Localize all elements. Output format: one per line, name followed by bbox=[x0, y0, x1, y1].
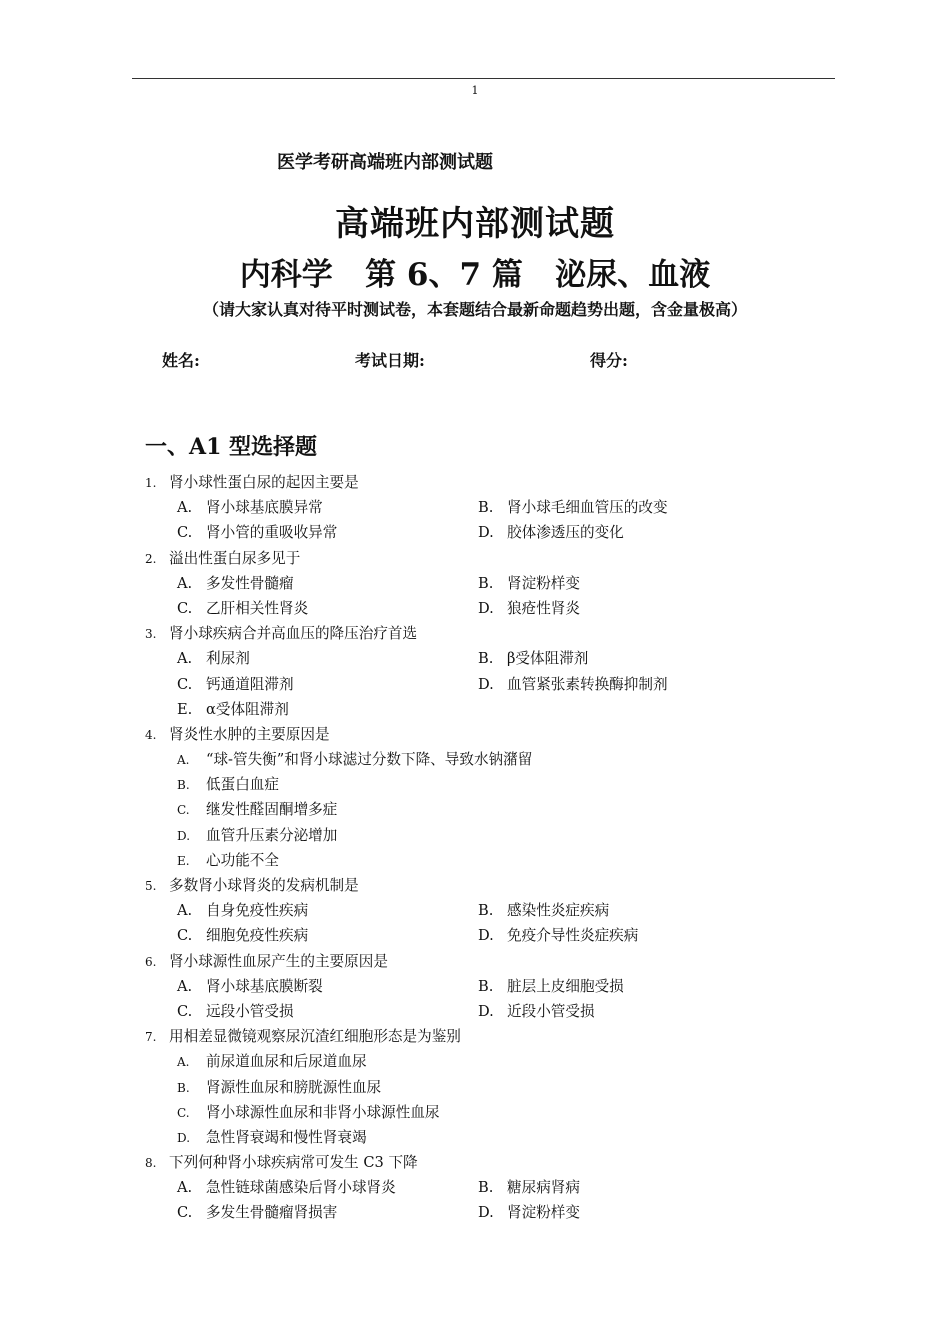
option-text: 肾源性血尿和膀胱源性血尿 bbox=[206, 1078, 382, 1096]
option-text: 肾小球源性血尿和非肾小球源性血尿 bbox=[206, 1103, 440, 1121]
question-stem-row bbox=[145, 621, 845, 646]
question-stem-row bbox=[145, 546, 845, 571]
option-text: 血管升压素分泌增加 bbox=[206, 826, 338, 844]
option-row bbox=[145, 974, 845, 999]
option-row bbox=[145, 823, 845, 848]
answer-option bbox=[478, 1200, 580, 1225]
option-label: B. bbox=[177, 1080, 190, 1095]
option-row bbox=[145, 1200, 845, 1225]
option-label: A. bbox=[177, 1179, 193, 1197]
question-stem-row bbox=[145, 470, 845, 495]
question-number: 7. bbox=[145, 1030, 157, 1045]
question-stem: 溢出性蛋白尿多见于 bbox=[169, 549, 301, 567]
answer-option bbox=[478, 520, 624, 545]
answer-option bbox=[177, 1125, 367, 1151]
option-label: A. bbox=[177, 902, 193, 920]
option-label: E. bbox=[177, 700, 193, 718]
option-row bbox=[145, 797, 845, 822]
option-label: C. bbox=[177, 1105, 190, 1120]
answer-option bbox=[177, 999, 294, 1024]
answer-option bbox=[478, 974, 624, 999]
option-text: 远段小管受损 bbox=[206, 1002, 294, 1020]
option-row bbox=[145, 646, 845, 671]
document-supertitle: 医学考研高端班内部测试题 bbox=[277, 152, 493, 173]
document-note: （请大家认真对待平时测试卷，本套题结合最新命题趋势出题，含金量极高） bbox=[202, 300, 747, 319]
answer-option bbox=[177, 772, 279, 798]
option-label: A. bbox=[177, 574, 193, 592]
option-row bbox=[145, 898, 845, 923]
option-text: 急性链球菌感染后肾小球肾炎 bbox=[206, 1179, 396, 1197]
answer-option bbox=[478, 1175, 580, 1200]
answer-option bbox=[177, 1075, 381, 1101]
answer-option bbox=[177, 1175, 396, 1200]
section-title: 一、A1 型选择题 bbox=[145, 434, 318, 460]
option-label: D. bbox=[478, 927, 494, 945]
answer-option bbox=[177, 797, 337, 823]
question-number: 5. bbox=[145, 879, 157, 893]
answer-option bbox=[478, 646, 588, 671]
answer-option bbox=[177, 646, 250, 671]
option-label: D. bbox=[478, 1002, 494, 1020]
question-stem: 肾小球性蛋白尿的起因主要是 bbox=[169, 474, 359, 491]
option-row bbox=[145, 1049, 845, 1074]
option-label: A. bbox=[177, 499, 193, 517]
name-field-label: 姓名: bbox=[162, 351, 200, 370]
option-label: A. bbox=[177, 1055, 190, 1070]
option-text: 前尿道血尿和后尿道血尿 bbox=[206, 1053, 367, 1071]
answer-option bbox=[177, 923, 308, 948]
date-field-label: 考试日期: bbox=[355, 351, 425, 370]
answer-option bbox=[177, 1200, 337, 1225]
option-row bbox=[145, 520, 845, 545]
option-text: 肾小管的重吸收异常 bbox=[206, 524, 338, 542]
option-text: 钙通道阻滞剂 bbox=[206, 675, 294, 693]
option-label: D. bbox=[478, 1204, 494, 1222]
question-number: 8. bbox=[145, 1156, 157, 1171]
option-label: C. bbox=[177, 927, 193, 945]
question-stem-row bbox=[145, 1024, 845, 1049]
option-text: 肾淀粉样变 bbox=[507, 574, 580, 592]
option-text: 多发性骨髓瘤 bbox=[206, 574, 294, 592]
option-row bbox=[145, 848, 845, 873]
answer-option bbox=[177, 974, 323, 999]
option-row bbox=[145, 772, 845, 797]
option-text: 胶体渗透压的变化 bbox=[507, 524, 624, 542]
option-text: 乙肝相关性肾炎 bbox=[206, 599, 309, 617]
answer-option bbox=[177, 672, 294, 697]
question-stem: 肾炎性水肿的主要原因是 bbox=[169, 725, 330, 743]
option-label: B. bbox=[478, 1179, 494, 1197]
option-label: D. bbox=[177, 828, 191, 843]
option-text: 继发性醛固酮增多症 bbox=[206, 801, 338, 819]
question-number: 2. bbox=[145, 551, 157, 566]
option-label: A. bbox=[177, 753, 190, 768]
option-text: 近段小管受损 bbox=[507, 1002, 595, 1020]
answer-option bbox=[177, 848, 279, 874]
option-text: α受体阻滞剂 bbox=[206, 700, 289, 718]
option-row bbox=[145, 672, 845, 697]
option-text: 肾淀粉样变 bbox=[507, 1204, 580, 1222]
answer-option bbox=[177, 495, 323, 520]
option-text: 血管紧张素转换酶抑制剂 bbox=[507, 675, 668, 693]
answer-option bbox=[478, 495, 668, 520]
option-label: C. bbox=[177, 524, 193, 542]
option-row bbox=[145, 1100, 845, 1125]
option-row bbox=[145, 697, 845, 722]
answer-option bbox=[177, 1100, 440, 1126]
answer-option bbox=[177, 697, 289, 722]
question-list bbox=[145, 470, 845, 1226]
option-row bbox=[145, 923, 845, 948]
option-text: 急性肾衰竭和慢性肾衰竭 bbox=[206, 1128, 367, 1146]
question-stem: 多数肾小球肾炎的发病机制是 bbox=[169, 877, 359, 894]
question-stem-row bbox=[145, 722, 845, 747]
answer-option bbox=[478, 596, 580, 621]
option-row bbox=[145, 596, 845, 621]
option-text: 自身免疫性疾病 bbox=[206, 902, 309, 920]
question-stem: 肾小球疾病合并高血压的降压治疗首选 bbox=[169, 625, 418, 643]
option-label: E. bbox=[177, 853, 190, 868]
option-label: B. bbox=[478, 650, 494, 668]
option-label: C. bbox=[177, 1002, 193, 1020]
option-label: D. bbox=[478, 524, 494, 542]
option-text: β受体阻滞剂 bbox=[507, 650, 589, 668]
option-label: C. bbox=[177, 675, 193, 693]
question-number: 4. bbox=[145, 727, 157, 742]
document-subtitle: 内科学 第 6、7 篇 泌尿、血液 bbox=[239, 257, 711, 293]
option-text: 肾小球基底膜异常 bbox=[206, 499, 323, 517]
question-number: 6. bbox=[145, 954, 157, 969]
option-row bbox=[145, 1175, 845, 1200]
question-stem: 下列何种肾小球疾病常可发生 C3 下降 bbox=[169, 1154, 418, 1172]
option-label: D. bbox=[478, 675, 494, 693]
option-row bbox=[145, 999, 845, 1024]
question-number: 3. bbox=[145, 627, 157, 642]
option-label: B. bbox=[177, 778, 190, 793]
option-label: C. bbox=[177, 1204, 193, 1222]
question-number: 1. bbox=[145, 476, 157, 490]
score-field-label: 得分: bbox=[590, 351, 628, 370]
answer-option bbox=[478, 923, 638, 948]
option-label: A. bbox=[177, 650, 193, 668]
page-number: 1 bbox=[471, 84, 479, 97]
document-title: 高端班内部测试题 bbox=[335, 204, 615, 244]
answer-option bbox=[177, 898, 308, 923]
option-text: 狼疮性肾炎 bbox=[507, 599, 580, 617]
option-label: B. bbox=[478, 574, 494, 592]
option-label: A. bbox=[177, 977, 193, 995]
option-row bbox=[145, 747, 845, 772]
answer-option bbox=[478, 999, 595, 1024]
option-text: 低蛋白血症 bbox=[206, 776, 279, 794]
question-stem: 用相差显微镜观察尿沉渣红细胞形态是为鉴别 bbox=[169, 1028, 461, 1046]
option-row bbox=[145, 495, 845, 520]
option-label: B. bbox=[478, 977, 494, 995]
option-text: 细胞免疫性疾病 bbox=[206, 927, 309, 945]
option-row bbox=[145, 571, 845, 596]
option-text: 感染性炎症疾病 bbox=[507, 902, 610, 920]
question-stem-row bbox=[145, 949, 845, 974]
option-label: D. bbox=[177, 1130, 191, 1145]
option-text: 肾小球基底膜断裂 bbox=[206, 977, 323, 995]
answer-option bbox=[478, 672, 668, 697]
option-row bbox=[145, 1125, 845, 1150]
option-text: 多发生骨髓瘤肾损害 bbox=[206, 1204, 338, 1222]
option-label: D. bbox=[478, 599, 494, 617]
question-stem-row bbox=[145, 873, 845, 898]
question-stem-row bbox=[145, 1150, 845, 1175]
option-label: C. bbox=[177, 599, 193, 617]
answer-option bbox=[177, 520, 337, 545]
answer-option bbox=[177, 747, 532, 773]
option-text: 脏层上皮细胞受损 bbox=[507, 977, 624, 995]
option-text: 心功能不全 bbox=[206, 851, 279, 869]
header-rule bbox=[132, 78, 835, 79]
option-label: B. bbox=[478, 902, 494, 920]
answer-option bbox=[177, 823, 337, 849]
option-row bbox=[145, 1075, 845, 1100]
option-label: C. bbox=[177, 803, 190, 818]
answer-option bbox=[177, 1049, 367, 1075]
answer-option bbox=[478, 898, 609, 923]
option-text: 糖尿病肾病 bbox=[507, 1179, 580, 1197]
answer-option bbox=[478, 571, 580, 596]
answer-option bbox=[177, 571, 294, 596]
option-text: 利尿剂 bbox=[206, 650, 250, 668]
option-label: B. bbox=[478, 499, 494, 517]
option-text: 免疫介导性炎症疾病 bbox=[507, 927, 639, 945]
question-stem: 肾小球源性血尿产生的主要原因是 bbox=[169, 952, 388, 970]
option-text: “球-管失衡”和肾小球滤过分数下降、导致水钠潴留 bbox=[206, 751, 533, 769]
answer-option bbox=[177, 596, 308, 621]
option-text: 肾小球毛细血管压的改变 bbox=[507, 499, 668, 517]
